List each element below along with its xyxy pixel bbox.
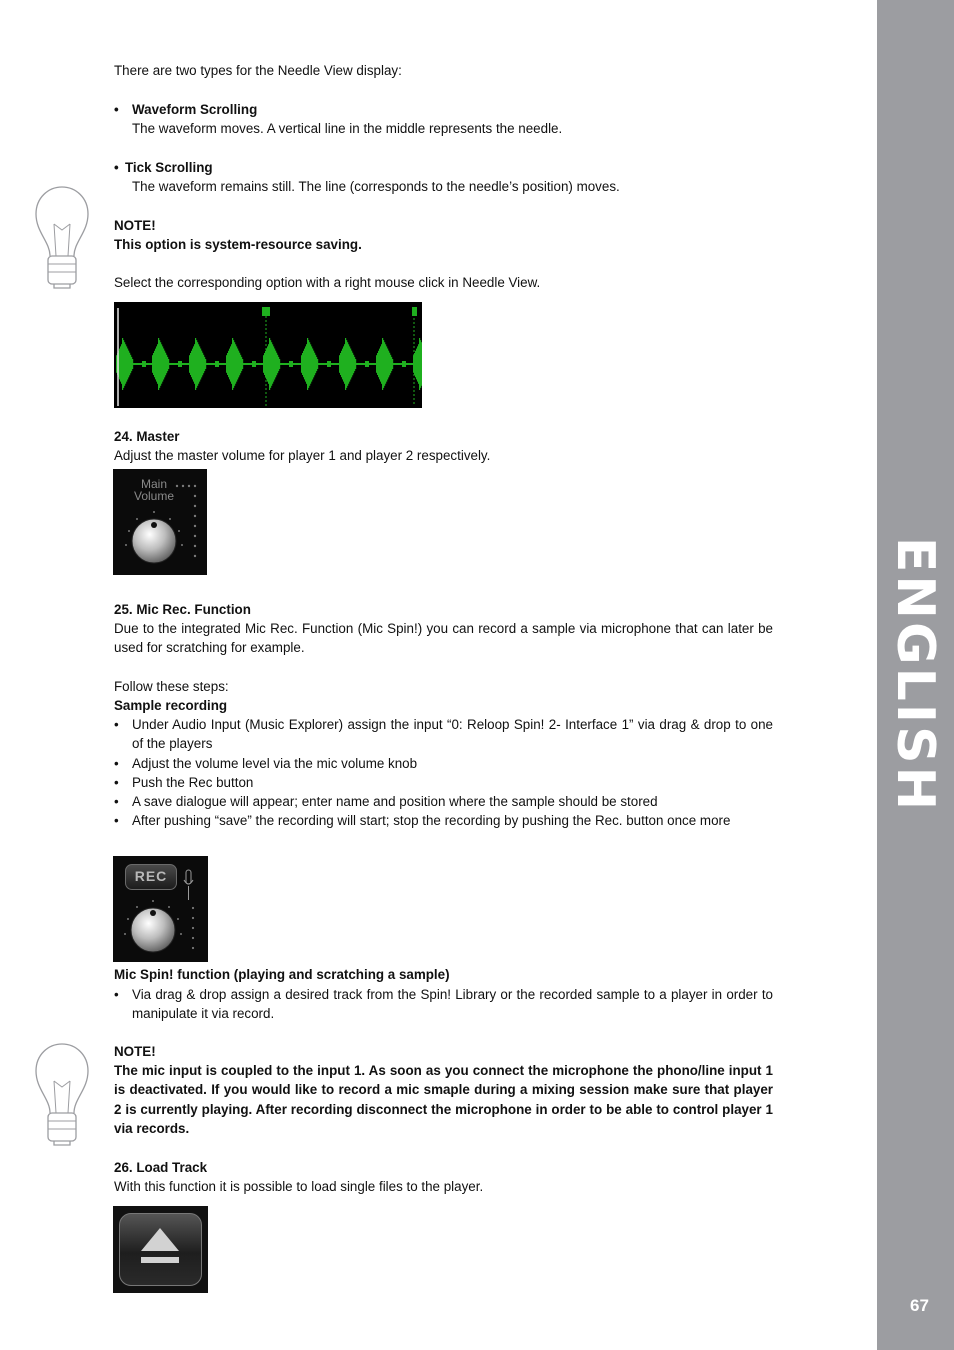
spin-heading: Mic Spin! function (playing and scratching a sample): [114, 967, 450, 982]
bullet-dot: •: [114, 160, 119, 175]
select-text: Select the corresponding option with a right mouse click in Needle View.: [114, 275, 541, 290]
load-track-image: [113, 1206, 208, 1293]
note2-title: NOTE!: [114, 1044, 156, 1059]
page-number: 67: [910, 1296, 929, 1315]
eject-icon: [113, 1206, 208, 1293]
rec-knob-image: [113, 856, 208, 962]
bullet-dot: •: [114, 756, 119, 771]
note1-title: NOTE!: [114, 218, 156, 233]
waveform-blip: [215, 361, 219, 367]
sample-step-2: Adjust the volume level via the mic volume knob: [132, 756, 418, 771]
sample-step-3: Push the Rec button: [132, 775, 254, 790]
main-volume-knob-image: [113, 469, 207, 575]
bullet-dot: •: [114, 987, 119, 1002]
waveform-blip: [252, 361, 256, 367]
bullet-dot: •: [114, 775, 119, 790]
note1-text: This option is system-resource saving.: [114, 237, 362, 252]
needle-view-waveform: [114, 302, 422, 408]
mic-heading: 25. Mic Rec. Function: [114, 602, 251, 617]
waveform-blip: [142, 361, 146, 367]
master-text: Adjust the master volume for player 1 and player 2 respectively.: [114, 448, 491, 463]
type-title-tick: Tick Scrolling: [125, 160, 213, 175]
sample-step-5: After pushing “save” the recording will start; stop the recording by pushing the Rec. button once more: [132, 813, 731, 828]
sample-step-1: Under Audio Input (Music Explorer) assign the input “0: Reloop Spin! 2- Interface 1” via drag & drop to one of the players: [132, 717, 773, 752]
mic-volume-knob-icon: [113, 856, 208, 962]
lightbulb-icon: [32, 184, 92, 292]
lightbulb-icon: [32, 1041, 92, 1149]
master-heading: 24. Master: [114, 429, 180, 444]
sample-heading: Sample recording: [114, 698, 228, 713]
waveform-blip: [327, 361, 331, 367]
waveform-blip: [178, 361, 182, 367]
type-title-waveform: Waveform Scrolling: [132, 102, 258, 117]
spin-step-1: Via drag & drop assign a desired track from the Spin! Library or the recorded sample to a player in order to manipulate it via record.: [132, 987, 773, 1022]
bullet-dot: •: [114, 813, 119, 828]
load-heading: 26. Load Track: [114, 1160, 208, 1175]
sample-step-4: A save dialogue will appear; enter name and position where the sample should be stored: [132, 794, 658, 809]
type-desc-waveform: The waveform moves. A vertical line in the middle represents the needle.: [132, 121, 563, 136]
note2-text: The mic input is coupled to the input 1. As soon as you connect the microphone the phono/line input 1 is deactivated. If you would like to record a mic smaple during a mixing session make sure that player 2 is currently playing. After recording disconnect the microphone in order to be able to control player 1 via records.: [114, 1063, 773, 1136]
waveform-blip: [402, 361, 406, 367]
waveform-bar: [421, 342, 422, 386]
mic-text: Due to the integrated Mic Rec. Function (Mic Spin!) you can record a sample via microphone that can later be used for scratching for example.: [114, 621, 773, 656]
bullet-dot: •: [114, 717, 119, 732]
waveform-blip: [289, 361, 293, 367]
rec-label: REC: [134, 868, 168, 884]
type-desc-tick: The waveform remains still. The line (corresponds to the needle’s position) moves.: [132, 179, 620, 194]
language-label: ENGLISH: [885, 536, 945, 814]
load-text: With this function it is possible to load single files to the player.: [114, 1179, 484, 1194]
knob-label-line2: Volume: [133, 489, 175, 503]
bullet-dot: •: [114, 102, 119, 117]
steps-intro: Follow these steps:: [114, 679, 229, 694]
bullet-dot: •: [114, 794, 119, 809]
intro-text: There are two types for the Needle View display:: [114, 63, 402, 78]
volume-knob-icon: [113, 469, 207, 575]
waveform-blip: [365, 361, 369, 367]
knob-label-line1: Main: [140, 477, 167, 491]
